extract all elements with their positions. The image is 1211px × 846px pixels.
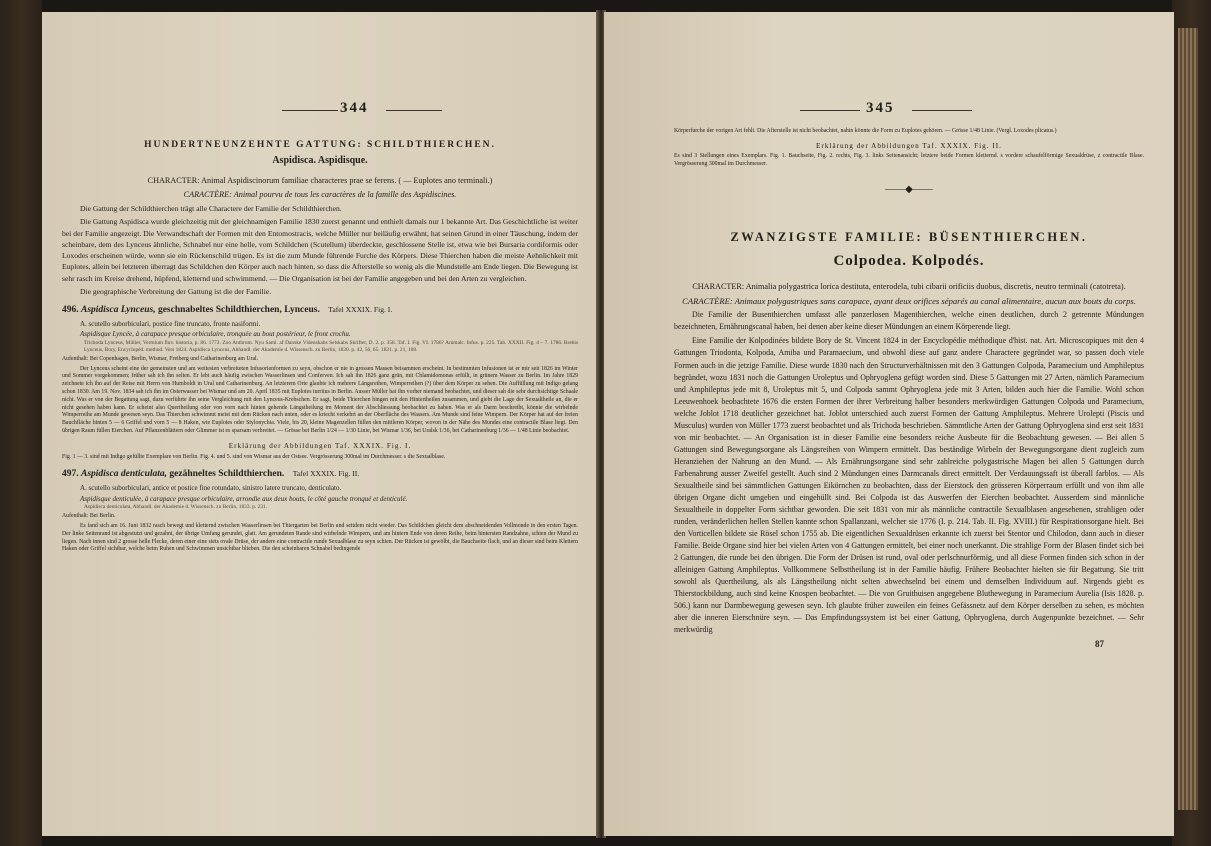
right-page bbox=[604, 12, 1174, 836]
header-rule-right bbox=[912, 110, 972, 111]
species-name: Aspidisca denticulata, bbox=[81, 469, 168, 480]
species-number: 497. bbox=[62, 469, 79, 480]
intro-paragraph: Die geographische Verbreitung der Gattung ist die der Familie. bbox=[80, 286, 272, 296]
family-heading: ZWANZIGSTE FAMILIE: BÜSENTHIERCHEN. bbox=[730, 229, 1088, 244]
signature-mark: 87 bbox=[1095, 638, 1104, 649]
species-german-name: geschnabeltes Schildthierchen, Lynceus. bbox=[157, 305, 320, 315]
species-german-name: gezähneltes Schildthierchen. bbox=[169, 469, 285, 480]
species-plate-ref: Tafel XXXIX. Fig. II. bbox=[292, 469, 360, 479]
right-page-content bbox=[674, 128, 1144, 651]
species-latin-diagnosis: A. scutello suborbiculari, postice fine truncato, fronte nasiformi. bbox=[80, 320, 261, 329]
character-french: CARACTÈRE: Animal pourvu de tous les caractères de la famille des Aspidiscines. bbox=[183, 189, 457, 199]
species-french-diagnosis: Aspidisque Lyncée, à carapace presque orbiculaire, tronquée au bout postérieur, le front crochu. bbox=[80, 330, 351, 339]
character-latin: CHARACTER: Animal Aspidiscinorum familiae characteres prae se ferens. ( — Euplotes ano terminali.) bbox=[147, 175, 493, 185]
page-number: 344 bbox=[340, 100, 369, 116]
species-description: Es fand sich am 16. Juni 1832 rasch bewegt und kletternd zwischen Wasserlinsen bei Thiergarten bei Berlin und seitdem nicht wieder. Das Schildchen gleicht dem abschneidenden Vollmonde in den ersten Tagen. Der linke Seitenrand ist abgestutzt und gezahnt, der übrige Umfang gerundet, glatt. Am gerundeten Rande sind wirbelnde Wimpern, und am hintern Ende von deren Reihe, beim hintersten Randzahne, schien der Mund zu liegen. Nach innen sind 2 grosse helle Flecke, deren einer eine stets ovale Drüse, der andere eine contractile runde Sexualblase zu seyn schien. Der Rücken ist gewölbt, die Bauchseite flach, und an dieser sind beim Klettern Haken oder Griffel sichtbar, welche beim Ruhen und Schwimmen unsichtbar blieben. Die den scheinbaren Schnabel bedingende bbox=[62, 522, 578, 553]
genus-subheading: Aspidisca. Aspidisque. bbox=[272, 155, 368, 167]
character-french: CARACTÈRE: Animaux polygastriques sans carapace, ayant deux orifices séparés au canal alimentaire, aucun aux bouts du corps. bbox=[682, 295, 1136, 306]
species-entry-title bbox=[62, 467, 578, 481]
figure-explanation-heading: Erklärung der Abbildungen Taf. XXXIX. Fig. II. bbox=[816, 141, 1002, 150]
header-rule-left bbox=[282, 110, 338, 111]
family-subheading: Colpodea. Kolpodés. bbox=[833, 253, 985, 270]
species-french-diagnosis: Aspidisque denticulée, à carapace presque orbiculaire, arrondie aux deux bouts, le côté gauche tronqué et denticulé. bbox=[80, 494, 408, 503]
species-habitat: Aufenthalt: Bei Copenhagen, Berlin, Wismar, Freiberg und Catharinenburg am Ural. bbox=[62, 355, 259, 362]
species-entry-title bbox=[62, 303, 578, 317]
body-paragraph: Eine Familie der Kolpodinées bildete Bory de St. Vincent 1824 in der Encyclopédie méthodique d'hist. nat. Art. Microscopiques mit den 4 Gattungen Triodonta, Kolpoda, Amiba und Paramaecium, und obwohl diese auf ganz andere Charactere gegründet war, so passen doch viele Formen auch in die jetzige Familie. Diese wurde 1830 nach den Structurverhältnissen mit den 3 Gattungen Colpoda, Paramecium und Amphileptus begründet, wozu 1831 noch die Gattungen Uroleptus und Ophryoglena gefügt worden sind. Diese 5 Gattungen mit 27 Arten, nämlich Paramecium und Amphileptus jede mit 8, Uroleptus mit 5, und Colpoda sammt Ophryoglena jede mit 3 Arten, bilden auch hier die Familie. Wohl schon Leeuwenhoek beobachtete 1676 die ersten Formen der ihrer Verbreitung halber besonders merkwürdigen Gattungen Colpoda und Paramecium, welche Joblot 1718 deutlicher gezeichnet hat. Joblot unterschied auch zuerst Formen der Gattung Amphileptus. Mehrere Urolepti (Piscis und Musculus) wurden von Müller 1773 zuerst beobachtet und als Trichoda beschrieben. Sämmtliche Arten der Gattung Ophryoglena sind erst seit 1831 von mir beobachtet. — An Organisation ist in dieser Familie eine besonders reiche Ausbeute für die Beobachtung gewesen. — Bei allen 5 Gattungen sind Bewegungsorgane als Längsreihen von Wimpern ermittelt. Das beständige Wirbeln der Bewegungsorgane dient zugleich zum Heranziehen der Nahrung an den Mund. — Als Ernährungsorgane sind sehr zahlreiche polygastrische Magen bei allen 5 Gattungen durch Farbenahrung ausser Zweifel gestellt. Auch sind 2 Mündungen eines Darmcanals direct ermittelt. Der Verdauungssaft ist überall farblos. — Als Sexualtheile sind bei sämmtlichen Gattungen Eikörnchen zu beobachten, dass der Eierstock den grösseren Körperraum erfüllt und von ihm alle übrigen Organe dicht umgeben und eingehüllt sind. Bei Colpoda ist das Auswerfen der Eierchen beobachtet. Ausserdem sind männliche Sexualtheile in doppelter Form sichtbar geworden. Die seit 1831 von mir als männliche contractile Sexualblasen angesehenen, strahligen oder runden, veränderlichen hellen Stellen kannte schon Spallanzani, welcher sie 1776 (I. p. 214. Tab. II. Fig. XVIII.) für Respirationsorgane hielt. Bei den Vorticellen bildete sie Rösel schon 1755 ab. Die eigentlichen Sexualdrüsen erkannte ich zuerst bei Stentor und Chilodon, dann auch in dieser Familie. Beide Organe sind hier bei vielen Arten von 4 Gattungen ermittelt, bei einer noch unerkannt. Die strahlige Form der Blasen findet sich bei 2 Gattungen, die runde bei den übrigen. Die Form der Drüsen ist rund, oval oder perlschnurförmig, und all diese Formen finden sich schon in der alleinigen Gattung Amphileptus. Vollkommene Selbsttheilung ist in der Familie häufig. Frühere Beobachter hielten sie für Begattung. Sie tritt sowohl als Quertheilung, als als Längstheilung nicht selten abwechselnd bei einem und demselben Individuum auf. Nirgends giebt es Thierstockbildung, auch sind keine Knospen beobachtet. — Die von Gruithuisen angegebene Bluthewegung in Paramecium Aurelia (Isis 1828. p. 506.) kann nur Darmbewegung gewesen seyn. Ich glaubte früher zuweilen ein feines Gefässnetz auf dem Körper derselben zu sehen, es möchten aber die inneren Eierschnüre seyn. — Das Empfindungssystem ist bei einer Gattung, Ophryoglena, durch Augenpunkte bezeichnet. — Sehr merkwürdig bbox=[674, 336, 1144, 634]
page-number: 345 bbox=[866, 100, 895, 116]
header-rule-right bbox=[386, 110, 442, 111]
figure-explanation-heading: Erklärung der Abbildungen Taf. XXXIX. Fig. I. bbox=[228, 441, 412, 450]
character-latin: CHARACTER: Animalia polygastrica lorica destituta, enterodela, tubi cibarii orificiis duobus, discretis, neutro terminali (catotreta). bbox=[692, 281, 1126, 291]
continuation-text: Körperfurche der vorigen Art fehlt. Die Afterstelle ist nicht beobachtet, nahin könnte die Form zu Euplotes gehören. — Grösse 1/48 Linie. (Vergl. Loxodes plicatus.) bbox=[674, 128, 1057, 134]
left-page bbox=[42, 12, 598, 836]
left-cover-edge bbox=[0, 0, 42, 846]
species-synonymy: Aspidisca denticulata, Abhandl. der Akademie d. Wissensch. zu Berlin, 1833. p. 231. bbox=[84, 504, 268, 511]
species-name: Aspidisca Lynceus, bbox=[81, 305, 156, 315]
species-synonymy: Trichoda Lynceus, Müller, Vermium fluv. historia, p. 86. 1773. Zoo Anthrum. Nyu Saml. af Danske Videnskabs Selskabs Skrifter, D. 2. p. 358. Taf. I. Fig. VI. 1786? Animalc. Infus. p. 225. Tab. XXXII. Fig. 4 – 7. 1786. Brebis Lynceus, Bory, Encyclopéd. method. Vers 1824. Aspidisca Lynceus, Abhandl. der Akademie d. Wissensch. zu Berlin, 1830. p. 42, 56, 65. 1831. p. 21, 108. bbox=[84, 339, 578, 353]
species-plate-ref: Tafel XXXIX. Fig. I. bbox=[328, 305, 393, 314]
page-edges bbox=[1178, 28, 1198, 810]
intro-paragraph: Die Gattung der Schildthierchen trägt alle Charactere der Familie der Schildthierchen. bbox=[80, 204, 342, 214]
header-rule-left bbox=[800, 110, 860, 111]
figure-explanation: Fig. 1 — 3. sind mit Indigo gefüllte Exemplare von Berlin. Fig. 4. und 5. sind von Wismar aus der Ostsee. Vergrösserung 300mal im Durchmesser. s die Sexualblase. bbox=[62, 453, 446, 460]
species-number: 496. bbox=[62, 305, 79, 315]
figure-explanation: Es sind 3 Stellungen eines Exemplars. Fig. 1. Bauchseite, Fig. 2. rechts, Fig. 3. links Seitenansicht; letztere beide Formen kletternd. s vordere schaufelförmige Sexualdrüse, z contractile Blase. Vergrösserung 300mal im Durchmesser. bbox=[674, 153, 1144, 168]
body-paragraph: Die Familie der Busenthierchen umfasst alle panzerlosen Magenthierchen, welche einen deutlichen, durch 2 getrennte Mündungen bezeichneten, Ernährungscanal haben, bei denen aber keine dieser Mündungen an einem Körperende liegt. bbox=[674, 310, 1144, 332]
species-latin-diagnosis: A. scutello suborbiculari, antice et postice fine rotundato, sinistro latere truncato, denticulato. bbox=[80, 484, 342, 493]
left-page-content bbox=[62, 134, 578, 556]
intro-paragraph: Die Gattung Aspidisca wurde gleichzeitig mit der gleichnamigen Familie 1830 zuerst genannt und enthielt damals nur 1 bekannte Art. Das Geschichtliche ist weiter bei der Familie angezeigt. Die Verwandtschaft der Formen mit den Entomostracis, welche Müller nur beiläufig erwähnt, hat seinen Grund in einer Täuschung, indem der scheinbare, dem des Lynceus ähnliche, Schnabel nur eine helle, vom Schildchen (Scutellum) überdeckte, geschlossene Stelle ist, etwa wie bei Bursaria cordiformis oder Loxodes erscheinen würde, wenn sie ein Rückenschild trügen. Es ist die zum Munde führende Furche des Körpers. Diese Thierchen haben die meiste Aehnlichkeit mit Euplotes, allein bei letzteren überragt das Schildchen den Körper auch nach hinten, so dass die Afterstelle so wenig als die Mundstelle am Ende liegen. Die Bewegung ist sehr rasch im Kreise drehend, hüpfend, kletternd und schwimmend. — Die Organisation ist bei der Familie angegeben und bei den Arten zu vergleichen. bbox=[62, 217, 578, 283]
genus-heading: HUNDERTNEUNZEHNTE GATTUNG: SCHILDTHIERCHEN. bbox=[144, 140, 496, 150]
section-ornament: ——◆—— bbox=[885, 184, 933, 196]
species-description: Der Lynceus scheint eine der gemeinsten und am weitesten verbreiteten Infusorienformen zu seyn, obschon er nie in grossen Massen beisammen erscheint. In bestimmten Infusionen ist er mir seit 1826 im Winter und Sommer vorgekommen; früher sah ich ihn selten. Er lebt auch häufig zwischen Wasserlinsen und Conferven. Ich sah ihn 1826 ganz grün, mit Chlamidomonas erfüllt, in grünem Wasser zu Berlin. Im Jahre 1829 zeichnete ich ihn auf der Reise mit Herrn von Humboldt in Ural und Catharinenburg. An letzterem Orte glaubte ich mehrere Längsreihen, Wimperreihen (?) über dem Körper zu sehen. Die Auffüllung mit Indigo gelang schon 1830. Am 19. Nov. 1834 sah ich ihn im Osterwasser bei Wismar und am 20. April 1835 mit Euplotes turritus in Berlin. Ausser Müller hat ihn vorher niemand beobachtet, und dieser sah die sehr durchsichtige Schaale nicht. Was er von der Begattung sagt, dazu verführte ihn seine Vergleichung mit den Lynceus-Krebschen. Er sagt, beide Thierchen hingen mit den Hintertheilen zusammen, und giebt die Lage der Sexualtheile an, die er nicht gesehen haben kann. Er scheint also Quertheilung oder von vorn nach hinten gehende Längstheilung im Moment der Abschliessung beobachtet zu haben. Was er als Darm beschreibt, könnte die wirbelnde Wimperreihe am Munde gewesen seyn. Das Thierchen schwimmt meist mit dem Rücken nach unten, oder es kriecht verkehrt an der Oberfläche des Wassers. Am Munde sind feine Wimpern. Der Körper hat auf der freien Bauchfläche hinten 5 — 6 Griffel und vorn 5 — 8 Haken, wie Euplotes oder Stylonychia. Viele, bis 20, kleine Magenzellen füllen den mittleren Körper, wovon in der Nähe des Mundes eine contractile Blase liegt. Den übrigen Raum füllen Eierchen. Auf Pflanzenblättern oder Glimmer ist es sparsam verbreitet. — Grösse bei Berlin 1/24 — 1/30 Linie, bei Wismar 1/36, bei Uralsk 1/36, bei Catharinenburg 1/36 — 1/48 Linie beobachtet. bbox=[62, 365, 578, 435]
species-habitat: Aufenthalt: Bei Berlin. bbox=[62, 513, 116, 520]
